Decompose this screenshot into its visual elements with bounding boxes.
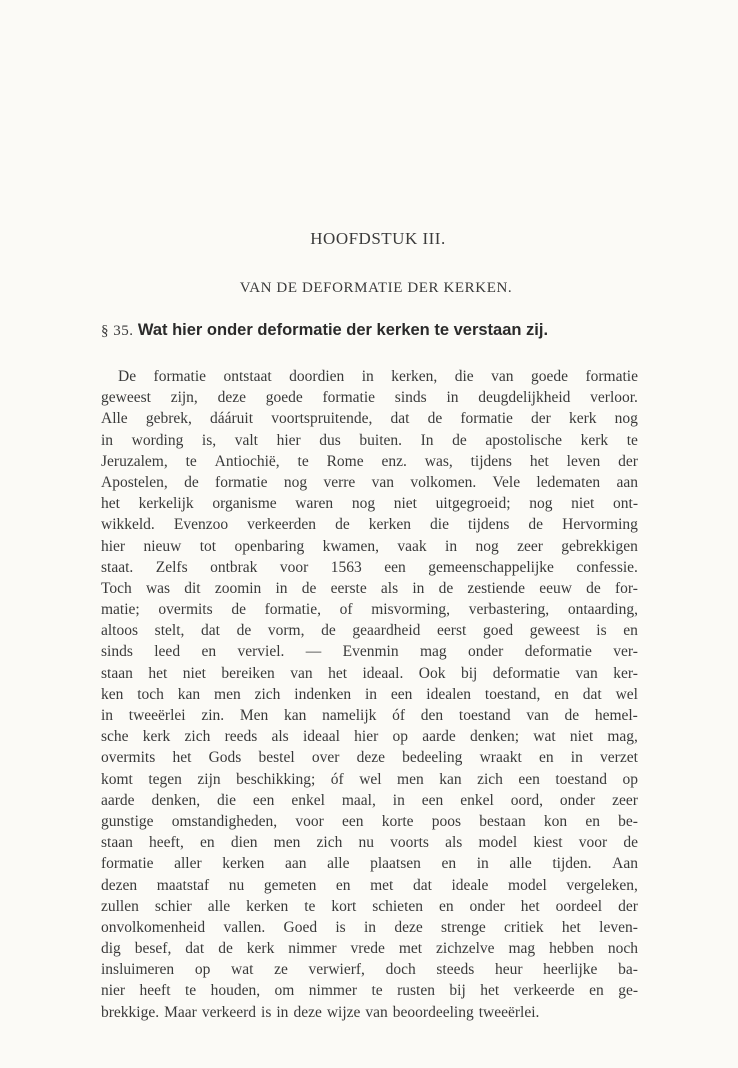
text-line: geweest zijn, deze goede formatie sinds in deugdelijkheid verloor. — [101, 389, 638, 407]
text-line: hier nieuw tot openbaring kwamen, vaak in nog zeer gebrekkigen — [101, 537, 638, 555]
section-title: Wat hier onder deformatie der kerken te verstaan zij. — [137, 321, 549, 339]
text-line: sche kerk zich reeds als ideaal hier op aarde denken; wat niet mag, — [101, 728, 638, 746]
section-number: § 35. — [101, 323, 134, 339]
text-line: Alle gebrek, dááruit voortspruitende, dat de formatie der kerk nog — [101, 410, 638, 428]
chapter-subtitle: VAN DE DEFORMATIE DER KERKEN. — [239, 280, 513, 296]
text-line: gunstige omstandigheden, voor een korte poos bestaan kon en be- — [101, 812, 638, 830]
text-line: wikkeld. Evenzoo verkeerden de kerken die tijdens de Hervorming — [101, 516, 638, 534]
text-line: matie; overmits de formatie, of misvorming, verbastering, ontaarding, — [101, 601, 638, 619]
text-line: ken toch kan men zich indenken in een idealen toestand, en dat wel — [101, 685, 638, 703]
text-line: staan heeft, en dien men zich nu voorts als model kiest voor de — [101, 834, 638, 852]
text-line: formatie aller kerken aan alle plaatsen en in alle tijden. Aan — [101, 855, 638, 873]
text-line: nier heeft te houden, om nimmer te rusten bij het verkeerde en ge- — [101, 982, 638, 1000]
text-line: komt tegen zijn beschikking; óf wel men kan zich een toestand op — [101, 770, 638, 788]
text-line: dig besef, dat de kerk nimmer vrede met zichzelve mag hebben noch — [101, 940, 638, 958]
text-line: in wording is, valt hier dus buiten. In de apostolische kerk te — [101, 431, 638, 449]
chapter-title: HOOFDSTUK III. — [310, 229, 446, 248]
text-line: sinds leed en verviel. — Evenmin mag onder deformatie ver- — [101, 643, 638, 661]
text-line: het kerkelijk organisme waren nog niet uitgegroeid; nog niet ont- — [101, 495, 638, 513]
text-line: Jeruzalem, te Antiochië, te Rome enz. was, tijdens het leven der — [101, 452, 638, 470]
text-line: staat. Zelfs ontbrak voor 1563 een gemeenschappelijke confessie. — [101, 558, 638, 576]
text-line: altoos stelt, dat de vorm, de geaardheid eerst goed geweest is en — [101, 622, 638, 640]
text-line: zullen schier alle kerken te kort schieten en onder het oordeel der — [101, 897, 638, 915]
text-line: overmits het Gods bestel over deze bedeeling wraakt en in verzet — [101, 749, 638, 767]
text-line: in tweeërlei zin. Men kan namelijk óf den toestand van de hemel- — [101, 707, 638, 724]
text-line: dezen maatstaf nu gemeten en met dat ideale model vergeleken, — [101, 876, 638, 894]
text-line: staan het niet bereiken van het ideaal. Ook bij deformatie van ker- — [101, 664, 638, 682]
body-text — [101, 366, 638, 1023]
text-line: aarde denken, die een enkel maal, in een enkel oord, onder zeer — [101, 791, 638, 809]
text-line: brekkige. Maar verkeerd is in deze wijze van beoordeeling tweeërlei. — [101, 1003, 540, 1021]
text-line: onvolkomenheid vallen. Goed is in deze strenge critiek het leven- — [101, 918, 638, 936]
text-line: De formatie ontstaat doordien in kerken, die van goede formatie — [118, 368, 638, 385]
text-line: insluimeren op wat ze verwierf, doch steeds heur heerlijke ba- — [101, 961, 638, 979]
section-heading — [101, 319, 641, 340]
text-line: Toch was dit zoomin in de eerste als in de zestiende eeuw de for- — [101, 579, 638, 597]
text-line: Apostelen, de formatie nog verre van volkomen. Vele ledematen aan — [101, 473, 638, 491]
